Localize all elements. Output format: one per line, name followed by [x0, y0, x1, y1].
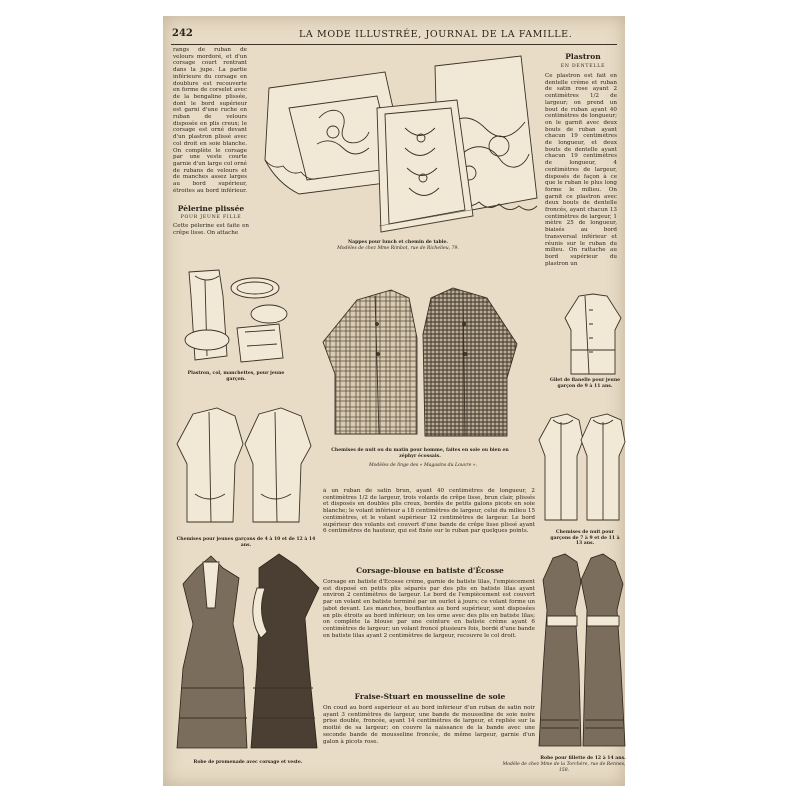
caption-gilet: Gilet de flanelle pour jeune garçon de 9 à 11 ans. — [549, 378, 621, 389]
boys-nightshirts-illustration — [537, 410, 627, 522]
caption-boys-nightshirts: Chemises de nuit pour garçons de 7 à 9 et de 11 à 13 ans. — [550, 530, 620, 547]
intro-paragraph: rangs de ruban de velours mordoré, et d'un corsage court rentrant dans la jupe. La partie inférieure du corsage en doublure est recouverte en forme de corselet avec de la bengaline plissée, dont le bord supérieur est garni d'une ruche en ruban de velours disposée en plis creux; le corsage est orné devant d'un plastron plissé avec col droit en soie blanche. On complète le corsage par une veste courte garnie d'un large col orné de rubans de velours et de manches assez larges au bord supérieur, étroites au bord inférieur. — [173, 47, 247, 193]
promenade-dress-illustration — [173, 548, 323, 754]
journal-title: LA MODE ILLUSTRÉE, JOURNAL DE LA FAMILLE. — [299, 29, 573, 40]
corsage-paragraph: Corsage en batiste d'Écosse crème, garnie de batiste lilas, l'empiècement est disposé en petits plis séparés par des plis en batiste lilas ayant environ 2 centimètres de largeur. Le bord de l'empiècement est couvert par un volant en batiste terminé par un ourlet à jours; ce volant forme un jabot devant. Les manches, bouffantes au bord supérieur, sont disposées en plis étroits au bord inférieur; on les orne avec des plis en batiste lilas; on complète la blouse par une ceinture en batiste crème ayant 6 centimètres de largeur; un volant froncé plusieurs fois, bordé d'une bande en batiste lilas ayant 2 centimètres de largeur, recouvre le col droit. — [323, 579, 535, 639]
caption-nappes-source: Modèles de chez Mme Rimbot, rue de Richelieu, 79. — [337, 246, 459, 251]
caption-girls-dress: Robe pour fillette de 12 à 14 ans. — [540, 756, 626, 761]
header-rule — [171, 44, 617, 45]
corsage-title: Corsage-blouse en batiste d'Écosse — [356, 566, 504, 575]
mens-nightshirts-illustration — [313, 284, 527, 444]
journal-page — [163, 16, 625, 786]
caption-promenade-dress: Robe de promenade avec corsage et veste. — [193, 760, 303, 765]
fraise-paragraph: On coud au bord supérieur et au bord inférieur d'un ruban de satin noir ayant 3 centimètres de largeur, une bande de mousseline de soie noire prise double, froncée, ayant 14 centimètres de largeur, et repliée sur la moitié de sa largeur; on couvre la naissance de la bande avec une seconde bande de mousseline froncée, de même largeur, garnie d'un galon à picots rose. — [323, 705, 535, 745]
page-number: 242 — [172, 28, 193, 39]
plastron-paragraph: Ce plastron est fait en dentelle crème et ruban de satin rose ayant 2 centimètres 1/2 de largeur; on prend un bout de ruban ayant 40 centimètres de longueur; on le garnit avec deux bouts de ruban ayant chacun 19 centimètres de longueur, et deux bouts de dentelle ayant chacun 19 centimètres de longueur, 4 centimètres de largeur, disposés de façon à ce que le ruban le plus long forme le milieu. On garnit ce plastron avec deux bouts de dentelle froncés, ayant chacun 13 centimètres de largeur, 1 mètre 25 de longueur, biaisés au bord transversal inférieur et réunis sur le ruban du milieu. On rattache au bord supérieur du plastron un — [545, 73, 617, 267]
caption-nappes: Nappes pour lunch et chemin de table. — [347, 240, 449, 245]
caption-mens-nightshirts: Chemises de nuit ou du matin pour homme, faites en soie ou bien en zéphyr écossais. — [331, 448, 509, 459]
boys-shirts-illustration — [173, 404, 313, 526]
plastron-title: Plastron — [565, 52, 601, 61]
caption-louvre: Modèles de linge des « Magasins du Louvre ». — [368, 463, 478, 468]
girls-dress-illustration — [535, 550, 627, 748]
fraise-title: Fraise-Stuart en mousseline de soie — [354, 692, 506, 701]
pelerine-title: Pèlerine plissée — [177, 204, 245, 213]
pelerine-paragraph: Cette pèlerine est faite en crêpe lisse. On attache — [173, 223, 249, 236]
gilet-illustration — [559, 290, 629, 378]
plastron-subtitle: EN DENTELLE — [560, 64, 606, 69]
collars-illustration — [175, 266, 293, 368]
center-paragraph: à un ruban de satin brun, ayant 40 centimètres de longueur, 2 centimètres 1/2 de largeur, trois volants de crêpe lisse, brun clair, plissés et disposés en doubles plis creux, bordés de petits galons picots en soie blanche; le volant inférieur a 18 centimètres de largeur, celui du milieu 15 centimètres, et le volant supérieur 12 centimètres de largeur. Le bord supérieur des volants est couvert d'une bande de crêpe lisse plissé ayant 6 centimètres de hauteur, qui est fixée sur le ruban par quelques points. — [323, 488, 535, 535]
caption-plastron-col: Plastron, col, manchettes, pour jeune garçon. — [187, 371, 285, 382]
pelerine-subtitle: POUR JEUNE FILLE — [180, 215, 242, 220]
tablecloths-illustration — [259, 48, 541, 238]
caption-boys-shirts: Chemises pour jeunes garçons de 4 à 10 et de 12 à 14 ans. — [176, 537, 316, 548]
caption-girls-dress-source: Modèle de chez Mme de la Torchère, rue de Rennes, 158. — [502, 762, 626, 773]
